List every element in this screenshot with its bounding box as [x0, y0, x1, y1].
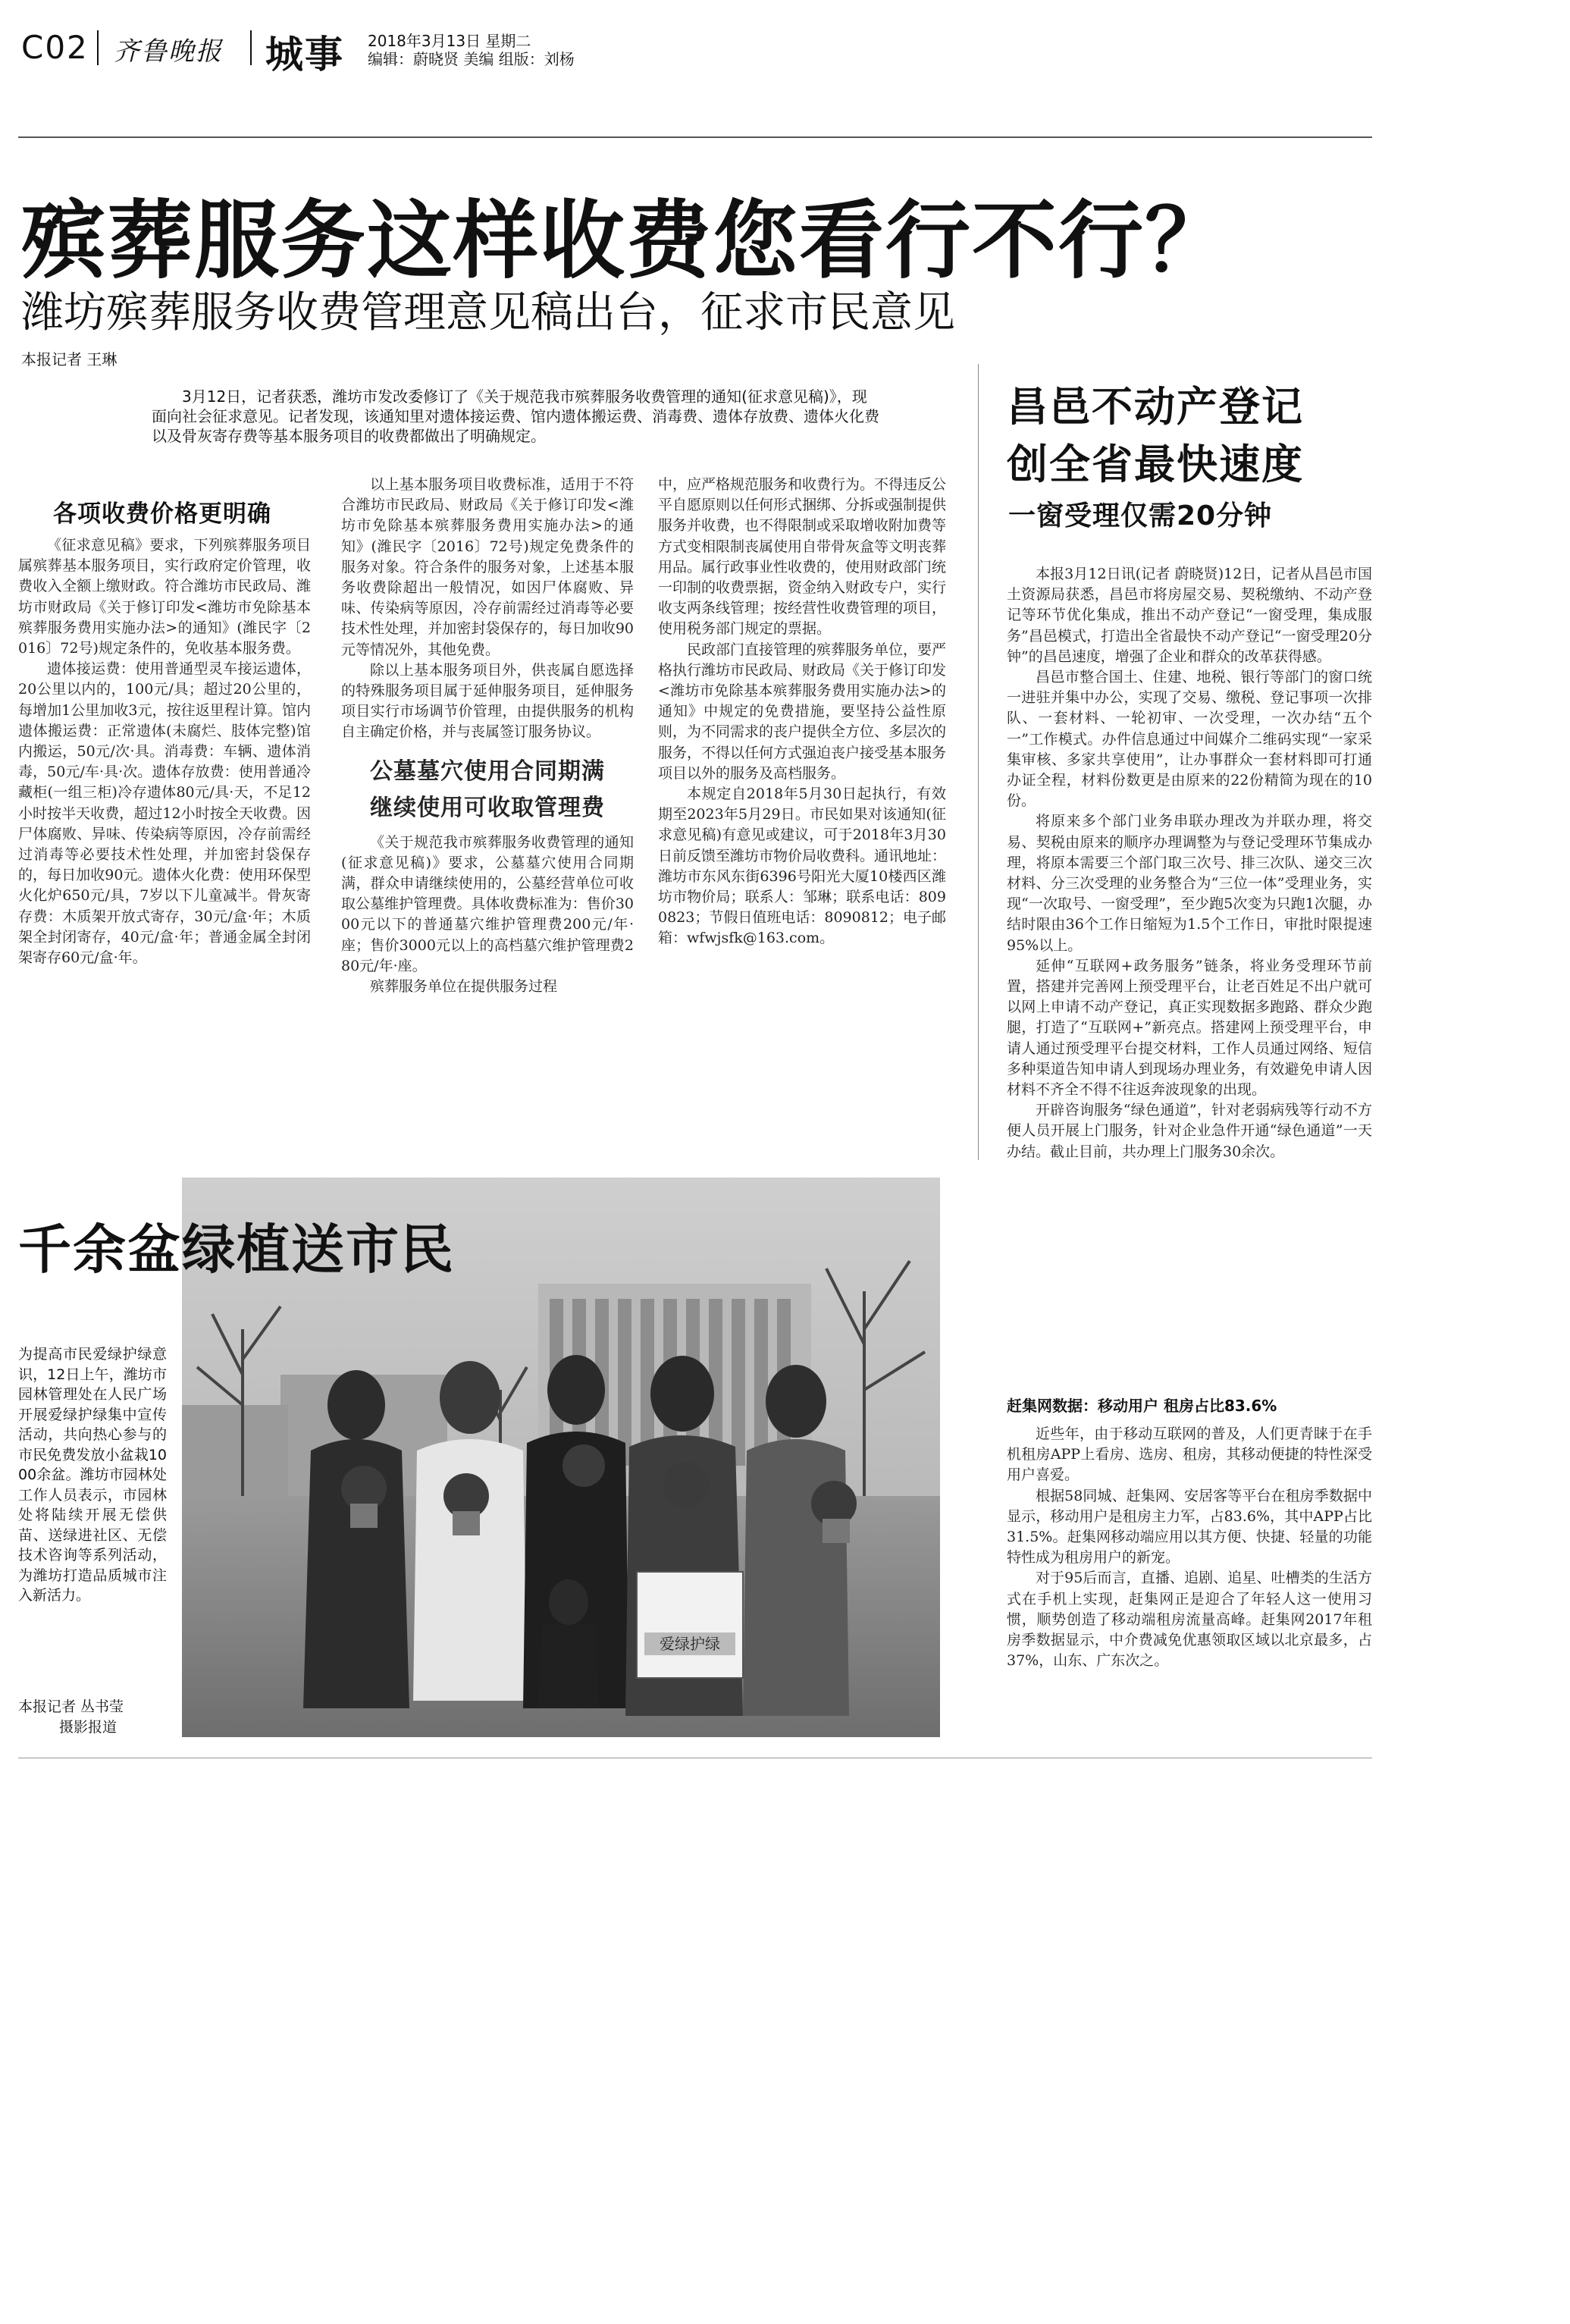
- article-lede: 3月12日，记者获悉，潍坊市发改委修订了《关于规范我市殡葬服务收费管理的通知(征求意见稿)》，现面向社会征求意见。记者发现，该通知里对遗体接运费、馆内遗体搬运费、消毒费、遗体存放费、遗体火化费以及骨灰寄存费等基本服务项目的收费都做出了明确规定。: [152, 387, 879, 445]
- bag-banner-text: 爱绿护绿: [660, 1635, 720, 1653]
- section-heading: [341, 754, 634, 826]
- paragraph: 遗体接运费：使用普通型灵车接运遗体，20公里以内的，100元/具；超过20公里的，每增加1公里加收3元，按往返里程计算。馆内遗体搬运费：正常遗体(未腐烂、肢体完整)馆内搬运，50元/次·具。消毒费：车辆、遗体消毒，50元/车·具·次。遗体存放费：使用普通冷藏柜(一组三柜)冷存遗体80元/具·天，不足12小时按半天收费，超过12小时按全天收费。因尸体腐败、异味、传染病等原因，冷存前需经过消毒等必要技术性处理，并加密封袋保存的，每日加收90元。遗体火化费：使用环保型火化炉650元/具，7岁以下儿童减半。骨灰寄存费：木质架开放式寄存，30元/盒·年；木质架全封闭寄存，40元/盒·年；普通金属全封闭架寄存60元/盒·年。: [18, 660, 311, 967]
- gift-bag: [637, 1572, 743, 1678]
- paragraph: 本报3月12日讯(记者 蔚晓贤)12日，记者从昌邑市国土资源局获悉，昌邑市将房屋交易、契税缴纳、不动产登记等环节优化集成，推出不动产登记“一窗受理，集成服务”昌邑模式，打造出全省最快不动产登记“一窗受理20分钟”的昌邑速度，增强了企业和群众的改革获得感。: [1007, 566, 1372, 665]
- paragraph: 昌邑市整合国土、住建、地税、银行等部门的窗口统一进驻并集中办公，实现了交易、缴税、登记事项一次排队、一套材料、一轮初审、一次受理，一次办结“五个一”工作模式。办件信息通过中间媒介二维码实现“一家采集审核、多家共享使用”，让办事群众一套材料即可打通办证全程，材料份数更是由原来的22份精简为现在的10份。: [1007, 669, 1372, 810]
- photo-credit-reporter: 本报记者 丛书莹: [18, 1698, 124, 1715]
- section-heading-line: 公墓墓穴使用合同期满: [370, 757, 605, 785]
- article-column-3: [658, 475, 946, 949]
- paragraph: 开辟咨询服务“绿色通道”，针对老弱病残等行动不方便人员开展上门服务，针对企业急件开通“绿色通道”一天办结。截止目前，共办理上门服务30余次。: [1007, 1102, 1372, 1160]
- section-heading: 各项收费价格更明确: [53, 500, 271, 528]
- article-column-2: [341, 475, 634, 997]
- paragraph: 《关于规范我市殡葬服务收费管理的通知(征求意见稿)》要求，公墓墓穴使用合同期满，群众申请继续使用的，公墓经营单位可收取公墓维护管理费。具体收费标准为：售价3000元以下的普通墓穴维护管理费200元/年·座；售价3000元以上的高档墓穴维护管理费280元/年·座。: [341, 833, 634, 974]
- side-headline-line-2: 创全省最快速度: [1007, 441, 1304, 488]
- masthead-divider: [250, 30, 252, 65]
- paragraph: 《征求意见稿》要求，下列殡葬服务项目属殡葬基本服务项目，实行政府定价管理，收费收入全额上缴财政。符合潍坊市民政局、潍坊市财政局《关于修订印发<潍坊市免除基本殡葬服务费用实施办法>的通知》(潍民字〔2016〕72号)规定条件的，免收基本服务费。: [18, 537, 311, 657]
- article-headline: 殡葬服务这样收费您看行不行？: [21, 192, 1231, 290]
- paragraph: 将原来多个部门业务串联办理改为并联办理，将交易、契税由原来的顺序办理调整为与登记受理环节集成办理，将原本需要三个部门取三次号、排三次队、递交三次材料、分三次受理的业务整合为“三位一体”受理业务，实现“一次取号、一窗受理”，至少跑5次变为只跑1次腿，办结时限由36个工作日缩短为1.5个工作日，审批时限提速95%以上。: [1007, 813, 1372, 954]
- paragraph: 民政部门直接管理的殡葬服务单位，要严格执行潍坊市民政局、财政局《关于修订印发<潍坊市免除基本殡葬服务费用实施办法>的通知》中规定的免费措施，要坚持公益性原则，为不同需求的丧户提供全方位、多层次的服务，不得以任何方式强迫丧户接受基本服务项目以外的服务及高档服务。: [658, 641, 947, 782]
- paragraph: 中，应严格规范服务和收费行为。不得违反公平自愿原则以任何形式捆绑、分拆或强制提供服务并收费，也不得限制或采取增收附加费等方式变相限制丧属使用自带骨灰盒等文明丧葬用品。属行政事业性收费的，使用财政部门统一印制的收费票据，资金纳入财政专户，实行收支两条线管理；按经营性收费管理的项目，使用税务部门规定的票据。: [658, 476, 947, 638]
- paragraph: 除以上基本服务项目外，供丧属自愿选择的特殊服务项目属于延伸服务项目，延伸服务项目实行市场调节价管理，由提供服务的机构自主确定价格，并与丧属签订服务协议。: [341, 661, 634, 741]
- page-number: C02: [21, 29, 89, 66]
- section-heading-line: 继续使用可收取管理费: [370, 794, 605, 821]
- photo-story-headline: 千余盆绿植送市民: [18, 1218, 455, 1281]
- photo-caption: 为提高市民爱绿护绿意识，12日上午，潍坊市园林管理处在人民广场开展爱绿护绿集中宣传活动，共向热心参与的市民免费发放小盆栽1000余盆。潍坊市园林处工作人员表示，市园林处将陆续开展无偿供苗、送绿进社区、无偿技术咨询等系列活动，为潍坊打造品质城市注入新活力。: [18, 1346, 167, 1604]
- paragraph: 对于95后而言，直播、追剧、追星、吐槽类的生活方式在手机上实现，赶集网正是迎合了年轻人这一使用习惯，顺势创造了移动端租房流量高峰。赶集网2017年租房季数据显示，中介费减免优惠领取区域以北京最多，占37%，山东、广东次之。: [1007, 1570, 1372, 1670]
- side-article-body-2: [1007, 1424, 1372, 1671]
- column-divider: [978, 364, 979, 1160]
- newspaper-logo: 齐鲁晚报: [114, 36, 223, 67]
- editor-credits: 编辑：蔚晓贤 美编 组版：刘杨: [368, 50, 575, 68]
- header-rule: [18, 136, 1372, 138]
- article-subheadline: 潍坊殡葬服务收费管理意见稿出台，征求市民意见: [21, 288, 955, 337]
- article-column-1: [18, 535, 311, 968]
- side-section-heading: 赶集网数据：移动用户 租房占比83.6%: [1007, 1397, 1277, 1415]
- section-name: 城事: [265, 33, 344, 77]
- article-byline: 本报记者 王琳: [21, 350, 118, 369]
- side-headline-line-1: 昌邑不动产登记: [1007, 383, 1304, 431]
- side-article-body: [1007, 564, 1372, 1162]
- paragraph: 根据58同城、赶集网、安居客等平台在租房季数据中显示，移动用户是租房主力军，占83.6%，其中APP占比31.5%。赶集网移动端应用以其方便、快捷、轻量的功能特性成为租房用户的新宠。: [1007, 1487, 1372, 1567]
- paragraph: 本规定自2018年5月30日起执行，有效期至2023年5月29日。市民如果对该通知(征求意见稿)有意见或建议，可于2018年3月30日前反馈至潍坊市物价局收费科。通讯地址：潍坊市东风东街6396号阳光大厦10楼西区潍坊市物价局；联系人：邹琳；联系电话：8090823；节假日值班电话：8090812；电子邮箱：wfwjsfk@163.com。: [658, 786, 947, 947]
- paragraph: 以上基本服务项目收费标准，适用于不符合潍坊市民政局、财政局《关于修订印发<潍坊市免除基本殡葬服务费用实施办法>的通知》(潍民字〔2016〕72号)规定免费条件的服务对象。符合条件的服务对象，上述基本服务收费除超出一般情况，如因尸体腐败、异味、传染病等原因，冷存前需经过消毒等必要技术性处理，并加密封袋保存的，每日加收90元等情况外，其他免费。: [341, 476, 634, 658]
- issue-date: 2018年3月13日 星期二: [368, 32, 531, 50]
- side-subheadline: 一窗受理仅需20分钟: [1008, 500, 1273, 532]
- masthead-divider: [97, 30, 99, 65]
- photo-credit-type: 摄影报道: [59, 1719, 118, 1736]
- paragraph: 殡葬服务单位在提供服务过程: [370, 978, 558, 996]
- paragraph: 延伸“互联网+政务服务”链条，将业务受理环节前置，搭建并完善网上预受理平台，让老百姓足不出户就可以网上申请不动产登记，真正实现数据多跑路、群众少跑腿，打造了“互联网+”新亮点。搭建网上预受理平台，申请人通过预受理平台提交材料，工作人员通过网络、短信多种渠道告知申请人到现场办理业务，有效避免申请人因材料不齐全不得不往返奔波现象的出现。: [1007, 957, 1372, 1099]
- paragraph: 近些年，由于移动互联网的普及，人们更青睐于在手机租房APP上看房、选房、租房，其移动便捷的特性深受用户喜爱。: [1007, 1425, 1372, 1484]
